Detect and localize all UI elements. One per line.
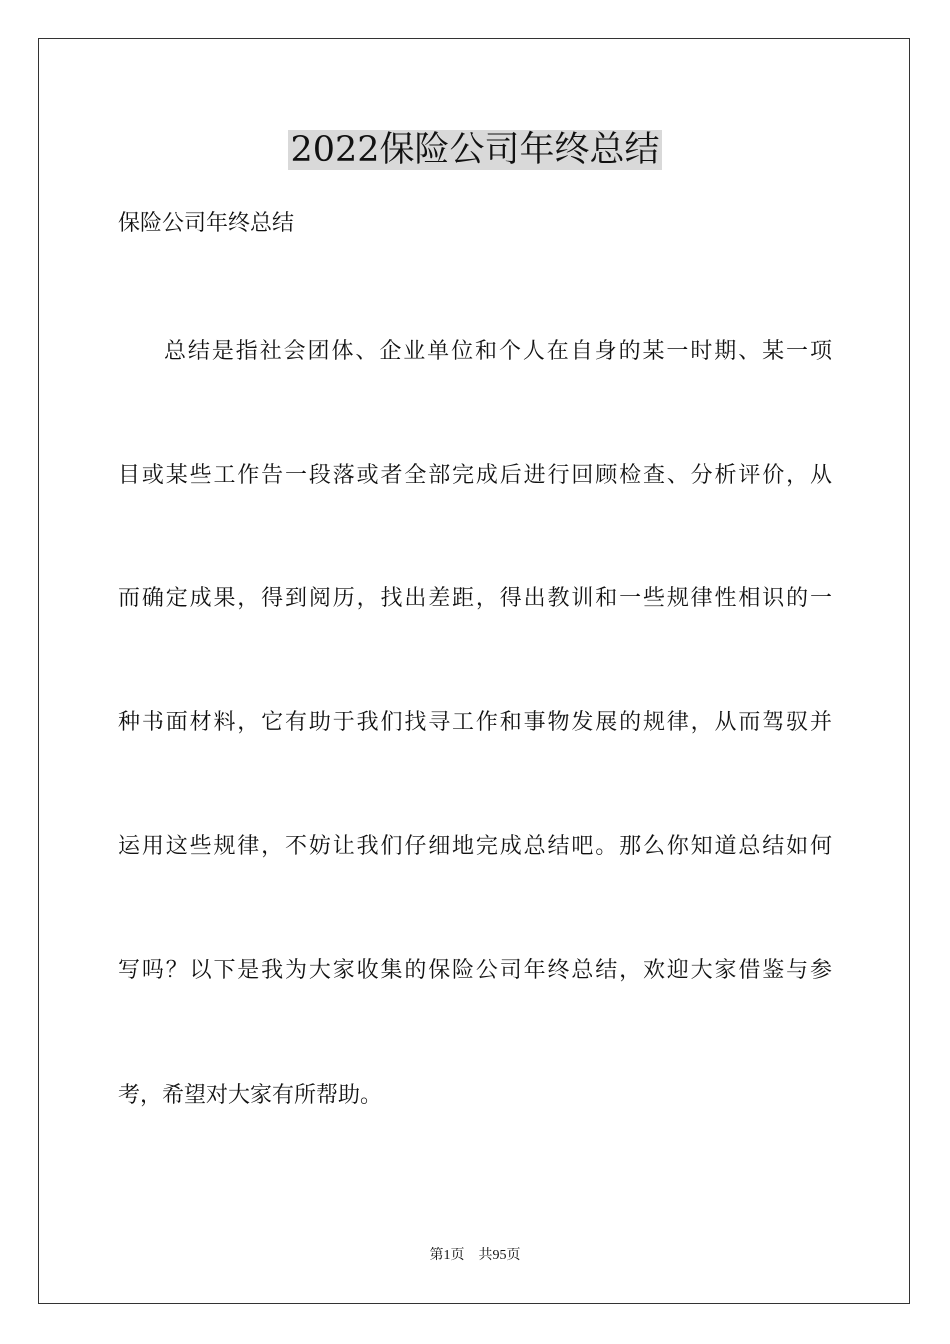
paragraph-line: 考，希望对大家有所帮助。 bbox=[118, 1083, 383, 1108]
page-total: 共95页 bbox=[478, 1248, 521, 1263]
document-title bbox=[0, 126, 950, 174]
paragraph-line: 而确定成果，得到阅历，找出差距，得出教训和一些规律性相识的一 bbox=[118, 586, 832, 611]
paragraph-line: 写吗？以下是我为大家收集的保险公司年终总结，欢迎大家借鉴与参 bbox=[118, 958, 832, 983]
paragraph-line: 目或某些工作告一段落或者全部完成后进行回顾检查、分析评价，从 bbox=[118, 463, 832, 488]
page-footer bbox=[0, 1246, 950, 1266]
page-number: 第1页 bbox=[429, 1248, 465, 1263]
paragraph-line: 种书面材料，它有助于我们找寻工作和事物发展的规律，从而驾驭并 bbox=[118, 710, 832, 735]
paragraph-line: 运用这些规律，不妨让我们仔细地完成总结吧。那么你知道总结如何 bbox=[118, 834, 832, 859]
document-title-text: 2022保险公司年终总结 bbox=[290, 130, 660, 170]
paragraph-line: 总结是指社会团体、企业单位和个人在自身的某一时期、某一项 bbox=[164, 339, 832, 364]
document-subtitle: 保险公司年终总结 bbox=[118, 211, 295, 236]
